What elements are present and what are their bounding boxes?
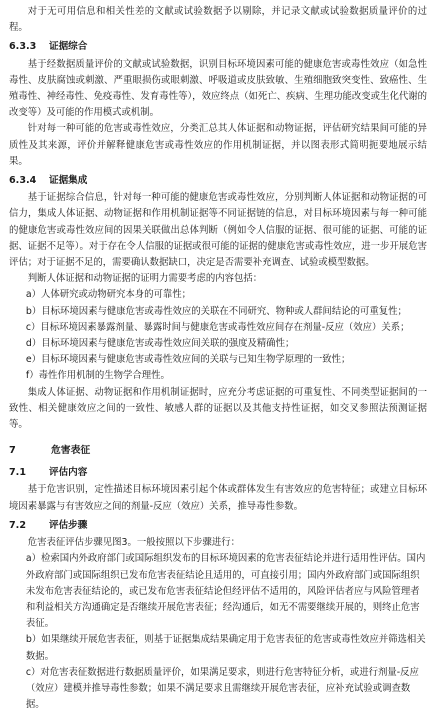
section-heading-7-1 [9,465,427,481]
paragraph-evidence-integration: 基于证据综合信息，针对每一种可能的健康危害或毒性效应，分别判断人体证据和动物证据的可信力，集成人体证据、动物证据和作用机制证据等不同证据链的信息，对目标环境因素与每一种可能的健康危害或毒性效应间的因果关联做出总体判断（例如令人信服的证据、很可能的证据、可能的证据、证据不足等）。对于存在令人信服的证据或很可能的证据的健康危害或毒性效应，进一步开展危害评估；对于证据不足的，需要确认数据缺口，决定是否需要补充调查、试验或模型数据。 [9,192,427,269]
list-item: c）对危害表征数据进行数据质量评价，如果满足要求，则进行危害特征分析，或进行剂量-反应（效应）建模并推导毒性参数；如果不满足要求且需继续开展危害表征，应补充试验或调查数据。 [25,666,419,711]
section-title: 证据综合 [49,41,88,53]
section-heading-6-3-4 [9,173,427,189]
evidence-criteria-list [9,287,427,384]
list-item: c）目标环境因素暴露剂量、暴露时间与健康危害或毒性效应间存在剂量-反应（效应）关系； [25,321,410,333]
paragraph-integration-considerations: 集成人体证据、动物证据和作用机制证据时，应充分考虑证据的可重复性、不同类型证据间的一致性、相关健康效应之间的一致性、敏感人群的证据以及其他支持性证据，如交叉参照法预测证据等。 [9,386,427,431]
list-item: a）人体研究或动物研究本身的可靠性； [25,289,192,301]
section-heading-7 [9,443,427,459]
section-heading-6-3-3 [9,39,427,55]
list-item: e）目标环境因素与健康危害或毒性效应间的关联与已知生物学原理的一致性； [25,354,351,366]
paragraph-evidence-synthesis-1: 基于经数据质量评价的文献或试验数据，识别目标环境因素可能的健康危害或毒性效应（如急性毒性、皮肤腐蚀或刺激、严重眼损伤或眼刺激、呼吸道或皮肤致敏、生殖细胞致突变性、致癌性、生殖毒性、神经毒性、免疫毒性、发育毒性等），效应终点（如死亡、疾病、生理功能改变或生化代谢的改变等）及可能的作用模式或机制。 [9,58,427,119]
section-heading-7-2 [9,518,427,534]
section-title: 证据集成 [49,175,88,187]
list-item: a）检索国内外政府部门或国际组织发布的目标环境因素的危害表征结论并进行适用性评估。国内外政府部门或国际组织已发布危害表征结论且适用的，可直接引用；国内外政府部门或国际组织未发布危害表征结论的，或已发布危害表征结论但经评估不适用的，风险评估者应与风险管理者和利益相关方沟通确定是否继续开展危害表征；经沟通后，如无不需要继续开展的，则终止危害表征。 [25,553,426,630]
list-item: d）目标环境因素与健康危害或毒性效应间关联的强度及精确性； [25,338,295,350]
section-title: 危害表征 [51,445,91,457]
paragraph-data-exclusion: 对于无可用信息和相关性差的文献或试验数据予以剔除，并记录文献或试验数据质量评价的过程。 [9,6,427,34]
list-item: f）毒性作用机制的生物学合理性。 [25,370,170,382]
section-number: 6.3.3 [9,41,37,53]
list-item: b）目标环境因素与健康危害或毒性效应的关联在不同研究、物种或人群间结论的可重复性； [25,305,407,317]
section-number: 7.1 [9,467,26,479]
paragraph-assessment-steps-intro: 危害表征评估步骤见图3。一般按照以下步骤进行： [27,537,241,549]
paragraph-evidence-synthesis-2: 针对每一种可能的危害或毒性效应，分类汇总其人体证据和动物证据，评估研究结果间可能的异质性及其来源，评价并解释健康危害或毒性效应的作用机制证据，并以图表形式简明扼要地展示结果。 [9,123,427,167]
section-number: 7.2 [9,519,26,531]
section-number: 7 [9,445,16,457]
section-number: 6.3.4 [9,175,37,187]
list-item: b）如果继续开展危害表征，则基于证据集成结果确定用于危害表征的危害或毒性效应并筛选相关数据。 [25,634,426,662]
section-title: 评估步骤 [49,519,88,531]
paragraph-assessment-content: 基于危害识别，定性描述目标环境因素引起个体或群体发生有害效应的危害特征；或建立目标环境因素暴露与有害效应之间的剂量-反应（效应）关系，推导毒性参数。 [9,484,427,512]
paragraph-evidence-criteria-intro: 判断人体证据和动物证据的证明力需要考虑的内容包括： [27,273,263,285]
section-title: 评估内容 [49,467,88,479]
assessment-steps-list [9,551,427,713]
